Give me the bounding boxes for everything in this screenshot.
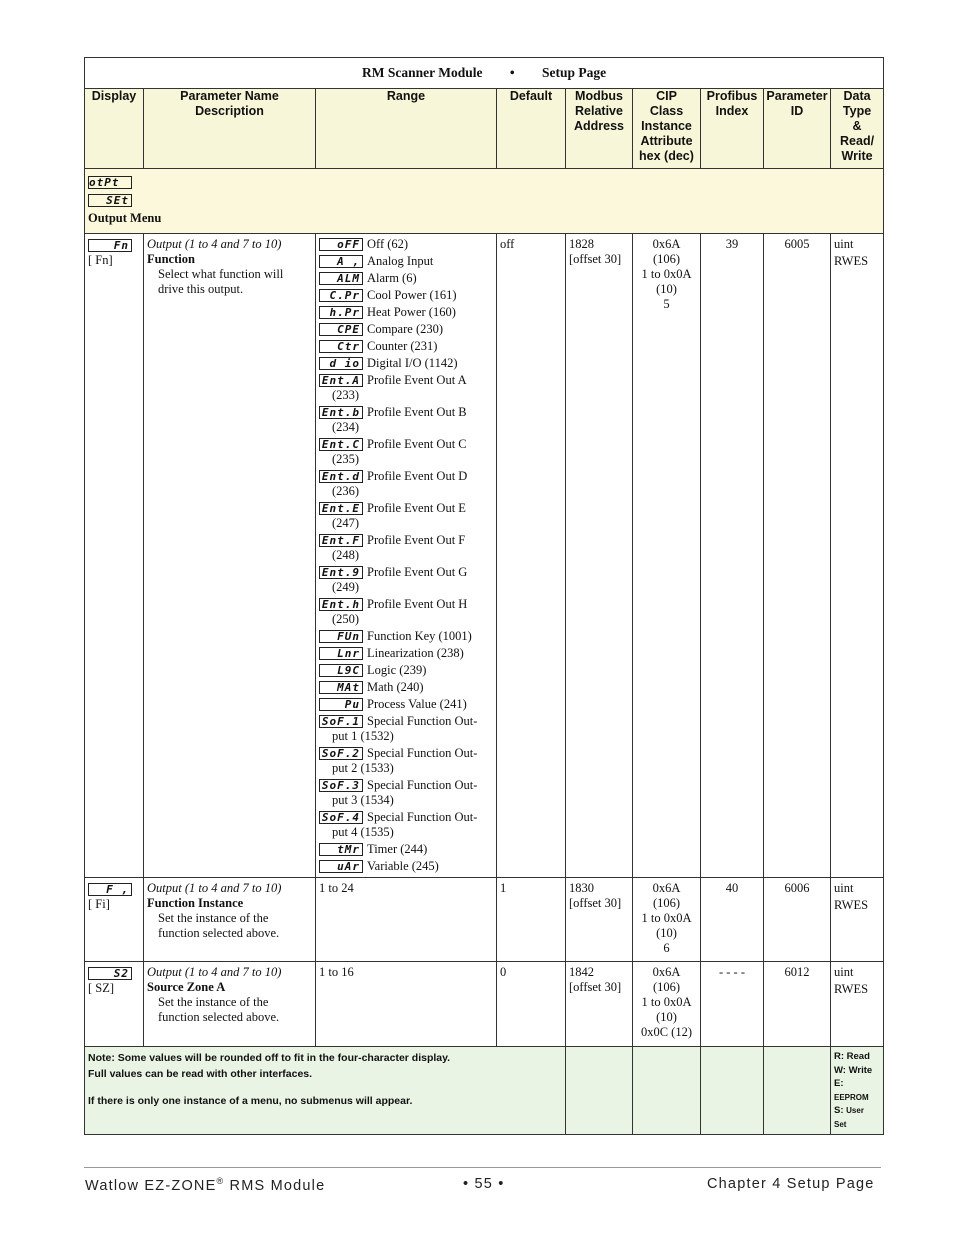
data-type-cell: uint RWES bbox=[831, 234, 884, 878]
option-label: Analog Input bbox=[367, 254, 434, 268]
modbus-cell: 1828 [offset 30] bbox=[566, 234, 633, 878]
option-label: Profile Event Out D bbox=[367, 469, 468, 483]
option-label: Profile Event Out C bbox=[367, 437, 467, 451]
option-label-cont: (234) bbox=[332, 420, 360, 434]
col-parameter-id: Parameter ID bbox=[764, 89, 831, 169]
lcd-option-code: Lnr bbox=[319, 647, 363, 660]
note-text: If there is only one instance of a menu, no submenus will appear. bbox=[88, 1095, 413, 1107]
range-option bbox=[319, 288, 493, 303]
footer-chapter: Chapter 4 Setup Page bbox=[707, 1176, 875, 1192]
range-option bbox=[319, 305, 493, 320]
option-label: Logic (239) bbox=[367, 663, 427, 677]
lcd-option-code: CPE bbox=[319, 323, 363, 336]
note-text: Note: Some values will be rounded off to fit in the four-character display. bbox=[88, 1052, 451, 1064]
cip-cell: 0x6A (106) 1 to 0x0A (10) 0x0C (12) bbox=[633, 962, 701, 1047]
lcd-option-code: Ent.d bbox=[319, 470, 363, 483]
lcd-option-code: tMr bbox=[319, 843, 363, 856]
lcd-option-code: SoF.1 bbox=[319, 715, 363, 728]
range-option bbox=[319, 469, 493, 499]
default-cell: 0 bbox=[497, 962, 566, 1047]
note-row bbox=[85, 1047, 884, 1135]
range-option bbox=[319, 778, 493, 808]
col-display: Display bbox=[85, 89, 144, 169]
table-row bbox=[85, 234, 884, 878]
option-label: Function Key (1001) bbox=[367, 629, 472, 643]
access-legend: R: Read W: Write E: EEPROM S: User Set bbox=[831, 1047, 884, 1135]
lcd-option-code: Ent.b bbox=[319, 406, 363, 419]
lcd-option-code: h.Pr bbox=[319, 306, 363, 319]
range-option bbox=[319, 437, 493, 467]
menu-title: Output Menu bbox=[88, 211, 162, 225]
option-label: Profile Event Out E bbox=[367, 501, 466, 515]
range-option bbox=[319, 597, 493, 627]
default-cell: off bbox=[497, 234, 566, 878]
col-parameter-name: Parameter Name Description bbox=[144, 89, 316, 169]
option-label-cont: (249) bbox=[332, 580, 360, 594]
lcd-option-code: ALM bbox=[319, 272, 363, 285]
col-range: Range bbox=[316, 89, 497, 169]
range-option bbox=[319, 697, 493, 712]
parameter-id-cell: 6006 bbox=[764, 878, 831, 962]
lcd-option-code: Ent.A bbox=[319, 374, 363, 387]
option-label: Special Function Out- bbox=[367, 810, 478, 824]
page-number: • 55 • bbox=[463, 1176, 505, 1192]
lcd-option-code: Ent.E bbox=[319, 502, 363, 515]
range-option bbox=[319, 646, 493, 661]
note-text: Full values can be read with other interfaces. bbox=[88, 1068, 313, 1080]
display-bracket: [ Fi] bbox=[88, 897, 110, 911]
range-option bbox=[319, 339, 493, 354]
option-label: Profile Event Out B bbox=[367, 405, 467, 419]
lcd-option-code: SoF.2 bbox=[319, 747, 363, 760]
description-scope: Output (1 to 4 and 7 to 10) bbox=[147, 237, 282, 251]
option-label: Process Value (241) bbox=[367, 697, 467, 711]
description-cell bbox=[144, 878, 316, 962]
range-option bbox=[319, 842, 493, 857]
profibus-cell: - - - - bbox=[701, 962, 764, 1047]
description-scope: Output (1 to 4 and 7 to 10) bbox=[147, 881, 282, 895]
profibus-cell: 39 bbox=[701, 234, 764, 878]
lcd-option-code: A , bbox=[319, 255, 363, 268]
parameter-name: Function Instance bbox=[147, 896, 244, 910]
option-label: Linearization (238) bbox=[367, 646, 464, 660]
module-name: RM Scanner Module bbox=[361, 65, 483, 80]
lcd-option-code: MAt bbox=[319, 681, 363, 694]
menu-row bbox=[85, 169, 884, 234]
modbus-cell: 1842 [offset 30] bbox=[566, 962, 633, 1047]
range-option bbox=[319, 746, 493, 776]
option-label-cont: (233) bbox=[332, 388, 360, 402]
data-type-cell: uint RWES bbox=[831, 962, 884, 1047]
display-bracket: [ SZ] bbox=[88, 981, 115, 995]
default-cell: 1 bbox=[497, 878, 566, 962]
lcd-option-code: Pu bbox=[319, 698, 363, 711]
col-cip: CIP Class Instance Attribute hex (dec) bbox=[633, 89, 701, 169]
option-label: Cool Power (161) bbox=[367, 288, 457, 302]
table-title bbox=[85, 58, 884, 89]
lcd-menu-code: otPt bbox=[88, 176, 132, 189]
table-row bbox=[85, 878, 884, 962]
option-label: Heat Power (160) bbox=[367, 305, 456, 319]
display-cell bbox=[85, 234, 144, 878]
range-option bbox=[319, 271, 493, 286]
lcd-option-code: SoF.4 bbox=[319, 811, 363, 824]
range-option bbox=[319, 501, 493, 531]
display-cell bbox=[85, 878, 144, 962]
description-text: Set the instance of the bbox=[158, 995, 269, 1009]
option-label: Math (240) bbox=[367, 680, 424, 694]
range-cell: 1 to 24 bbox=[316, 878, 497, 962]
option-label-cont: (235) bbox=[332, 452, 360, 466]
range-option bbox=[319, 322, 493, 337]
option-label-cont: put 4 (1535) bbox=[332, 825, 394, 839]
lcd-option-code: C.Pr bbox=[319, 289, 363, 302]
range-list bbox=[316, 234, 497, 878]
option-label: Off (62) bbox=[367, 237, 409, 251]
parameter-name: Source Zone A bbox=[147, 980, 226, 994]
range-option bbox=[319, 533, 493, 563]
footer-divider bbox=[84, 1167, 881, 1168]
parameter-id-cell: 6012 bbox=[764, 962, 831, 1047]
display-cell bbox=[85, 962, 144, 1047]
option-label: Profile Event Out H bbox=[367, 597, 468, 611]
option-label: Special Function Out- bbox=[367, 714, 478, 728]
option-label: Compare (230) bbox=[367, 322, 444, 336]
range-cell: 1 to 16 bbox=[316, 962, 497, 1047]
cip-cell: 0x6A (106) 1 to 0x0A (10) 6 bbox=[633, 878, 701, 962]
lcd-option-code: SoF.3 bbox=[319, 779, 363, 792]
range-option bbox=[319, 859, 493, 874]
range-option bbox=[319, 373, 493, 403]
title-separator: • bbox=[509, 65, 515, 80]
lcd-display: F , bbox=[88, 883, 132, 896]
col-data-type: Data Type & Read/ Write bbox=[831, 89, 884, 169]
description-text: function selected above. bbox=[158, 926, 280, 940]
option-label: Profile Event Out F bbox=[367, 533, 466, 547]
lcd-display: S2 bbox=[88, 967, 132, 980]
lcd-option-code: Ent.9 bbox=[319, 566, 363, 579]
range-option bbox=[319, 680, 493, 695]
option-label: Special Function Out- bbox=[367, 778, 478, 792]
option-label-cont: (236) bbox=[332, 484, 360, 498]
display-bracket: [ Fn] bbox=[88, 253, 113, 267]
lcd-option-code: FUn bbox=[319, 630, 363, 643]
option-label: Profile Event Out A bbox=[367, 373, 467, 387]
lcd-option-code: Ent.C bbox=[319, 438, 363, 451]
range-option bbox=[319, 663, 493, 678]
lcd-option-code: oFF bbox=[319, 238, 363, 251]
description-cell bbox=[144, 962, 316, 1047]
page-name: Setup Page bbox=[541, 65, 607, 80]
note-cell bbox=[85, 1047, 566, 1135]
parameter-table bbox=[84, 57, 884, 1135]
option-label: Digital I/O (1142) bbox=[367, 356, 458, 370]
range-option bbox=[319, 254, 493, 269]
option-label-cont: (250) bbox=[332, 612, 360, 626]
profibus-cell: 40 bbox=[701, 878, 764, 962]
parameter-id-cell: 6005 bbox=[764, 234, 831, 878]
lcd-option-code: Ent.h bbox=[319, 598, 363, 611]
parameter-name: Function bbox=[147, 252, 195, 266]
option-label: Timer (244) bbox=[367, 842, 428, 856]
lcd-option-code: Ent.F bbox=[319, 534, 363, 547]
description-text: drive this output. bbox=[158, 282, 244, 296]
table-row bbox=[85, 962, 884, 1047]
col-profibus: Profibus Index bbox=[701, 89, 764, 169]
description-scope: Output (1 to 4 and 7 to 10) bbox=[147, 965, 282, 979]
lcd-option-code: d io bbox=[319, 357, 363, 370]
option-label: Variable (245) bbox=[367, 859, 439, 873]
range-option bbox=[319, 237, 493, 252]
header-row bbox=[85, 89, 884, 169]
lcd-menu-setup: SEt bbox=[88, 194, 132, 207]
description-text: function selected above. bbox=[158, 1010, 280, 1024]
option-label: Alarm (6) bbox=[367, 271, 417, 285]
range-option bbox=[319, 714, 493, 744]
option-label: Profile Event Out G bbox=[367, 565, 468, 579]
range-option bbox=[319, 565, 493, 595]
option-label-cont: put 2 (1533) bbox=[332, 761, 394, 775]
modbus-cell: 1830 [offset 30] bbox=[566, 878, 633, 962]
lcd-option-code: uAr bbox=[319, 860, 363, 873]
range-option bbox=[319, 629, 493, 644]
data-type-cell: uint RWES bbox=[831, 878, 884, 962]
description-text: Select what function will bbox=[158, 267, 284, 281]
col-default: Default bbox=[497, 89, 566, 169]
description-cell bbox=[144, 234, 316, 878]
option-label-cont: (248) bbox=[332, 548, 360, 562]
range-option bbox=[319, 405, 493, 435]
range-option bbox=[319, 356, 493, 371]
lcd-option-code: Ctr bbox=[319, 340, 363, 353]
option-label-cont: put 3 (1534) bbox=[332, 793, 394, 807]
description-text: Set the instance of the bbox=[158, 911, 269, 925]
lcd-display: Fn bbox=[88, 239, 132, 252]
option-label: Counter (231) bbox=[367, 339, 438, 353]
lcd-option-code: L9C bbox=[319, 664, 363, 677]
option-label-cont: (247) bbox=[332, 516, 360, 530]
option-label-cont: put 1 (1532) bbox=[332, 729, 394, 743]
range-option bbox=[319, 810, 493, 840]
cip-cell: 0x6A (106) 1 to 0x0A (10) 5 bbox=[633, 234, 701, 878]
footer-product: Watlow EZ-ZONE® RMS Module bbox=[85, 1176, 326, 1194]
option-label: Special Function Out- bbox=[367, 746, 478, 760]
col-modbus: Modbus Relative Address bbox=[566, 89, 633, 169]
